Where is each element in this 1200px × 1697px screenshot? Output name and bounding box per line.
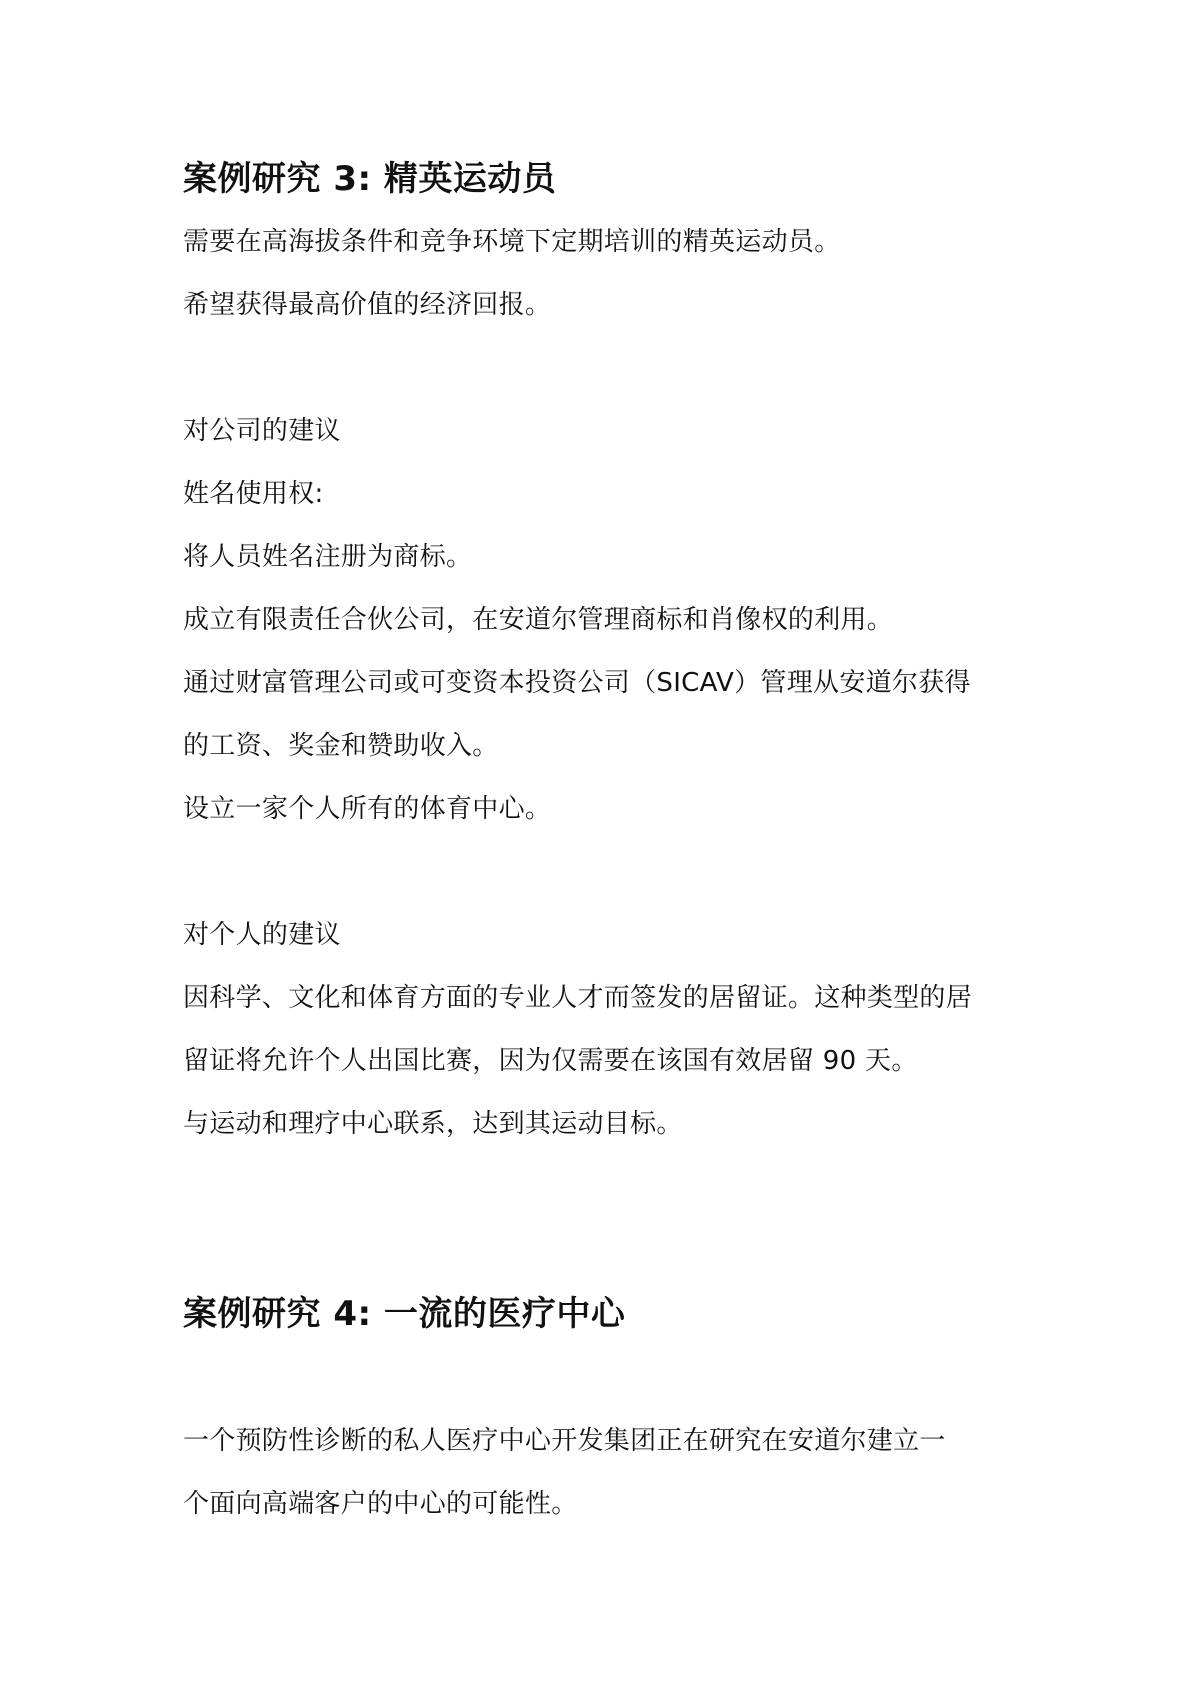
case-study-3-title: 案例研究 3: 精英运动员 <box>183 159 557 199</box>
company-advice-line: 将人员姓名注册为商标。 <box>183 542 473 572</box>
case-study-4-body-line: 一个预防性诊断的私人医疗中心开发集团正在研究在安道尔建立一 <box>183 1426 946 1456</box>
personal-advice-heading: 对个人的建议 <box>183 920 341 950</box>
case-study-3-intro-line: 需要在高海拔条件和竞争环境下定期培训的精英运动员。 <box>183 227 841 257</box>
company-advice-line: 设立一家个人所有的体育中心。 <box>183 794 552 824</box>
case-study-4-body-line: 个面向高端客户的中心的可能性。 <box>183 1489 578 1519</box>
company-advice-line: 成立有限责任合伙公司，在安道尔管理商标和肖像权的利用。 <box>183 605 894 635</box>
company-advice-line: 的工资、奖金和赞助收入。 <box>183 731 499 761</box>
case-study-3-intro-line: 希望获得最高价值的经济回报。 <box>183 290 552 320</box>
personal-advice-line: 留证将允许个人出国比赛，因为仅需要在该国有效居留 90 天。 <box>183 1046 918 1076</box>
personal-advice-line: 与运动和理疗中心联系，达到其运动目标。 <box>183 1109 683 1139</box>
company-advice-line: 姓名使用权: <box>183 479 324 509</box>
case-study-4-title: 案例研究 4: 一流的医疗中心 <box>183 1294 626 1334</box>
company-advice-heading: 对公司的建议 <box>183 416 341 446</box>
personal-advice-line: 因科学、文化和体育方面的专业人才而签发的居留证。这种类型的居 <box>183 983 973 1013</box>
company-advice-line: 通过财富管理公司或可变资本投资公司（SICAV）管理从安道尔获得 <box>183 668 971 698</box>
